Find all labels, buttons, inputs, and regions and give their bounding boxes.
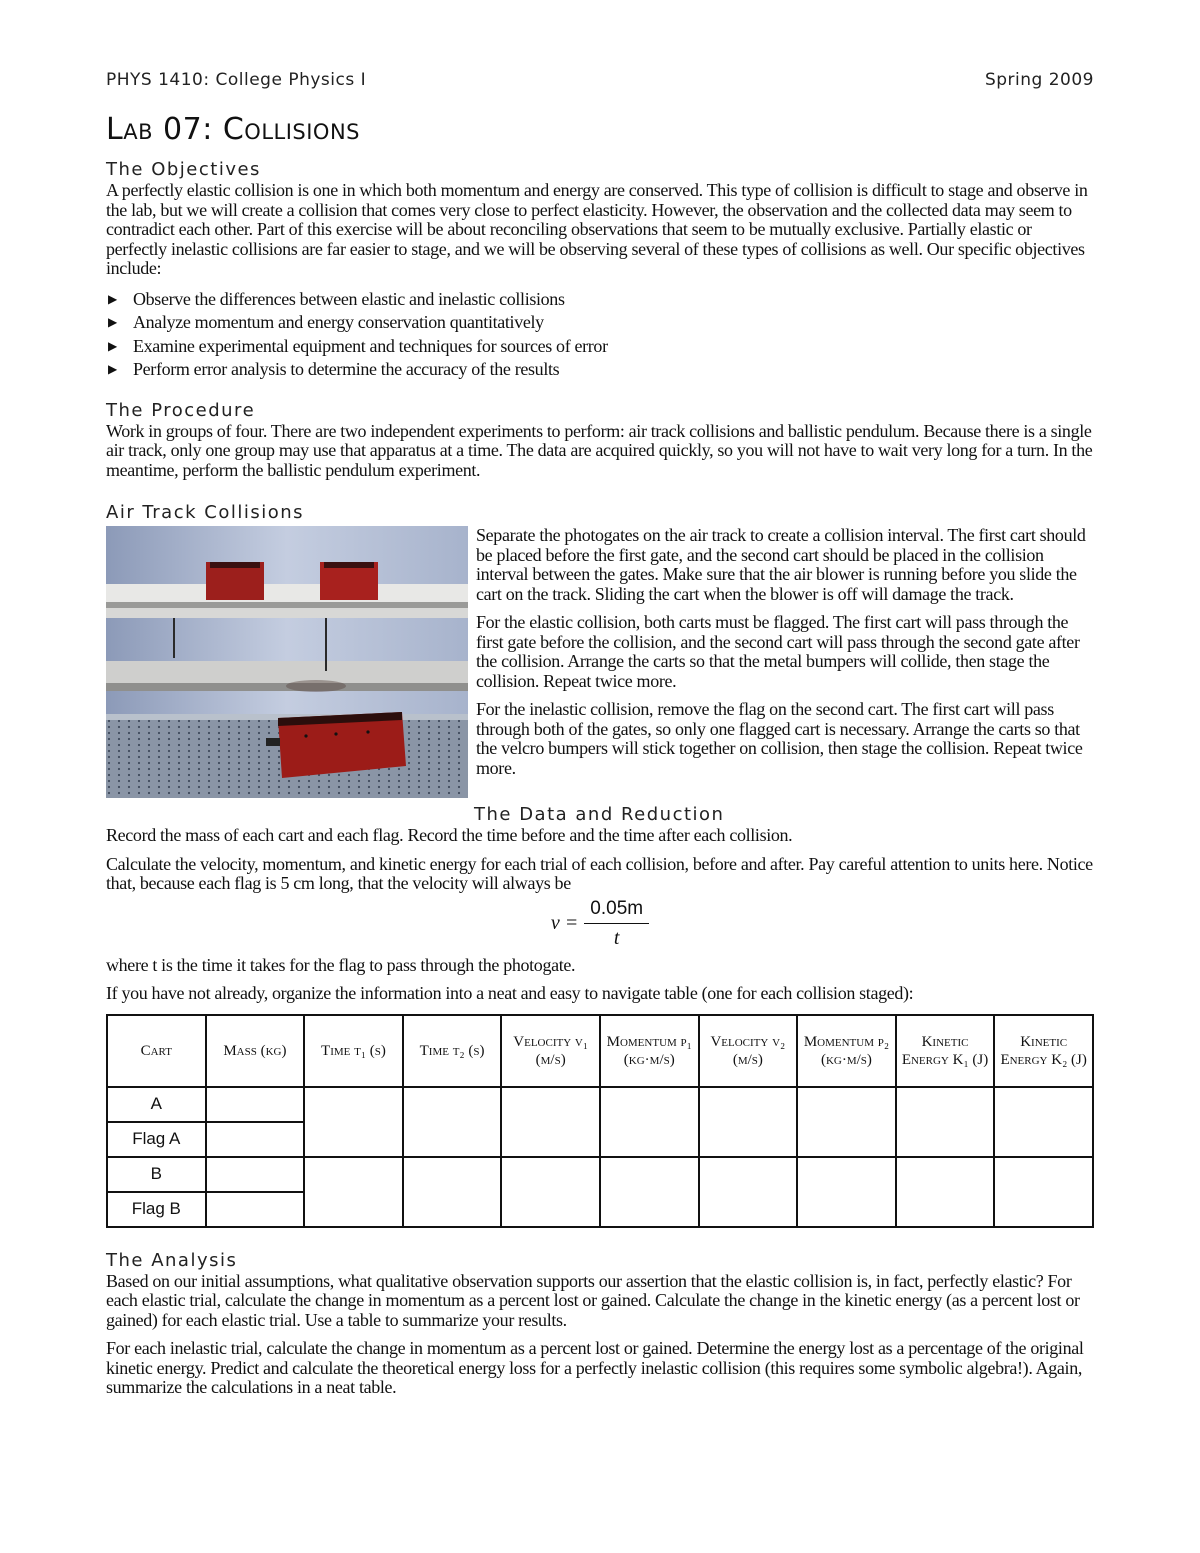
- air-track-paragraph: For the elastic collision, both carts must be flagged. The first cart will pass through the first gate before the collision, and the second cart will pass through the second gate after the collision. Arrange the carts so that the metal bumpers will collide, then stage the collision. Repeat twice more.: [476, 612, 1080, 691]
- procedure-text: Work in groups of four. There are two independent experiments to perform: air track collisions and ballistic pendulum. Because there is a single air track, only one group may use that apparatus at a time. The data are acquired quickly, so you will not have to wait very long for a turn. In the meantime, perform the ballistic pendulum experiment.: [106, 420, 1093, 480]
- course-name: PHYS 1410: College Physics I: [106, 70, 367, 90]
- data-reduction-paragraph: Calculate the velocity, momentum, and kinetic energy for each trial of each collision, before and after. Pay careful attention to units here. Notice that, because each flag is 5 cm long, that the velocity will always be: [106, 853, 1093, 893]
- table-cell: [797, 1157, 896, 1227]
- list-item-text: Perform error analysis to determine the accuracy of the results: [133, 359, 560, 379]
- bullet-icon: ▶: [108, 362, 117, 376]
- list-item: [106, 358, 1094, 382]
- data-reduction-paragraph: Record the mass of each cart and each flag. Record the time before and the time after each collision.: [106, 825, 793, 845]
- page-header: [106, 70, 1094, 90]
- air-track-photo: [106, 526, 468, 798]
- column-header: Kinetic Energy K₂ (J): [994, 1015, 1093, 1087]
- table-cell: [304, 1157, 403, 1227]
- air-track-text: [476, 526, 1094, 798]
- formula-lhs: v =: [550, 912, 579, 934]
- column-header: Time t₂ (s): [403, 1015, 502, 1087]
- document-page: [106, 70, 1094, 1407]
- formula-numerator: 0.05m: [584, 898, 649, 924]
- list-item-text: Analyze momentum and energy conservation quantitatively: [133, 312, 544, 332]
- table-cell: [206, 1122, 305, 1157]
- air-track-section: [106, 526, 1094, 798]
- objectives-text: A perfectly elastic collision is one in which both momentum and energy are conserved. This type of collision is difficult to stage and observe in the lab, but we will create a collision that comes very close to perfect elasticity. However, the observation and the collected data may seem to contradict each other. Part of this exercise will be about reconciling observations that seem to be mutually exclusive. Partially elastic or perfectly inelastic collisions are far easier to stage, and we will be observing several of these types of collisions as well. Our specific objectives include:: [106, 180, 1088, 278]
- list-item-text: Examine experimental equipment and techniques for sources of error: [133, 335, 608, 356]
- data-reduction-paragraph: where t is the time it takes for the flag to pass through the photogate.: [106, 954, 576, 975]
- bullet-icon: ▶: [108, 338, 117, 353]
- data-reduction-paragraph: If you have not already, organize the information into a neat and easy to navigate table (one for each collision staged):: [106, 983, 914, 1003]
- table-cell: [501, 1087, 600, 1157]
- procedure-heading: The Procedure: [106, 399, 256, 421]
- table-cell: [501, 1157, 600, 1227]
- data-reduction-heading: The Data and Reduction: [474, 804, 725, 825]
- row-label: B: [107, 1157, 206, 1192]
- data-table: [106, 1014, 1094, 1228]
- table-cell: [304, 1087, 403, 1157]
- column-header: Momentum p₁ (kg·m/s): [600, 1015, 699, 1087]
- row-label: Flag B: [107, 1192, 206, 1227]
- analysis-paragraph: For each inelastic trial, calculate the change in momentum as a percent lost or gained. Determine the energy lost as a percentage of the original kinetic energy. Predict and calculate the theoretical energy loss for a perfectly inelastic collision (this requires some symbolic algebra!). Again, summarize the calculations in a neat table.: [106, 1338, 1084, 1397]
- column-header: Velocity v₂ (m/s): [699, 1015, 798, 1087]
- column-header: Velocity v₁ (m/s): [501, 1015, 600, 1087]
- table-cell: [206, 1087, 305, 1122]
- column-header: Mass (kg): [206, 1015, 305, 1087]
- table-cell: [994, 1087, 1093, 1157]
- list-item-text: Observe the differences between elastic and inelastic collisions: [133, 288, 565, 309]
- analysis-heading: The Analysis: [106, 1249, 238, 1271]
- column-header: Time t₁ (s): [304, 1015, 403, 1087]
- table-cell: [600, 1087, 699, 1157]
- table-cell: [206, 1192, 305, 1227]
- air-track-paragraph: For the inelastic collision, remove the flag on the second cart. The first cart will pass through both of the gates, so only one flagged cart is necessary. Arrange the carts so that the velcro bumpers will stick together on collision, then stage the collision. Repeat twice more.: [476, 699, 1083, 778]
- table-cell: [699, 1087, 798, 1157]
- table-cell: [403, 1157, 502, 1227]
- list-item: [106, 335, 1094, 359]
- row-label: Flag A: [107, 1122, 206, 1157]
- table-cell: [994, 1157, 1093, 1227]
- row-label: A: [107, 1087, 206, 1122]
- air-track-illustration: [106, 526, 468, 798]
- term: Spring 2009: [984, 70, 1094, 90]
- formula-fraction: [584, 898, 649, 950]
- table-cell: [699, 1157, 798, 1227]
- table-cell: [896, 1087, 995, 1157]
- table-cell: [797, 1087, 896, 1157]
- column-header: Cart: [107, 1015, 206, 1087]
- list-item: [106, 311, 1094, 335]
- table-row: [107, 1087, 1093, 1122]
- table-cell: [896, 1157, 995, 1227]
- air-track-heading: Air Track Collisions: [106, 502, 305, 523]
- velocity-formula: [106, 898, 1094, 950]
- objectives-list: [106, 288, 1094, 382]
- column-header: Kinetic Energy K₁ (J): [896, 1015, 995, 1087]
- objectives-heading: The Objectives: [106, 159, 261, 180]
- lab-title: Lab 07: Collisions: [106, 112, 361, 147]
- bullet-icon: ▶: [108, 291, 117, 306]
- list-item: [106, 288, 1094, 312]
- table-cell: [403, 1087, 502, 1157]
- air-track-paragraph: Separate the photogates on the air track to create a collision interval. The first cart should be placed before the first gate, and the second cart should be placed in the collision interval between the gates. Make sure that the air blower is running before you slide the cart on the track. Sliding the cart when the blower is off will damage the track.: [476, 525, 1086, 604]
- table-cell: [600, 1157, 699, 1227]
- table-header-row: [107, 1015, 1093, 1087]
- table-row: [107, 1157, 1093, 1192]
- column-header: Momentum p₂ (kg·m/s): [797, 1015, 896, 1087]
- analysis-paragraph: Based on our initial assumptions, what qualitative observation supports our assertion that the elastic collision is, in fact, perfectly elastic? For each elastic trial, calculate the change in momentum as a percent lost or gained. Calculate the change in the kinetic energy (as a percent lost or gained) for each elastic trial. Use a table to summarize your results.: [106, 1270, 1080, 1330]
- table-cell: [206, 1157, 305, 1192]
- bullet-icon: ▶: [108, 315, 117, 329]
- formula-denominator: t: [613, 926, 620, 949]
